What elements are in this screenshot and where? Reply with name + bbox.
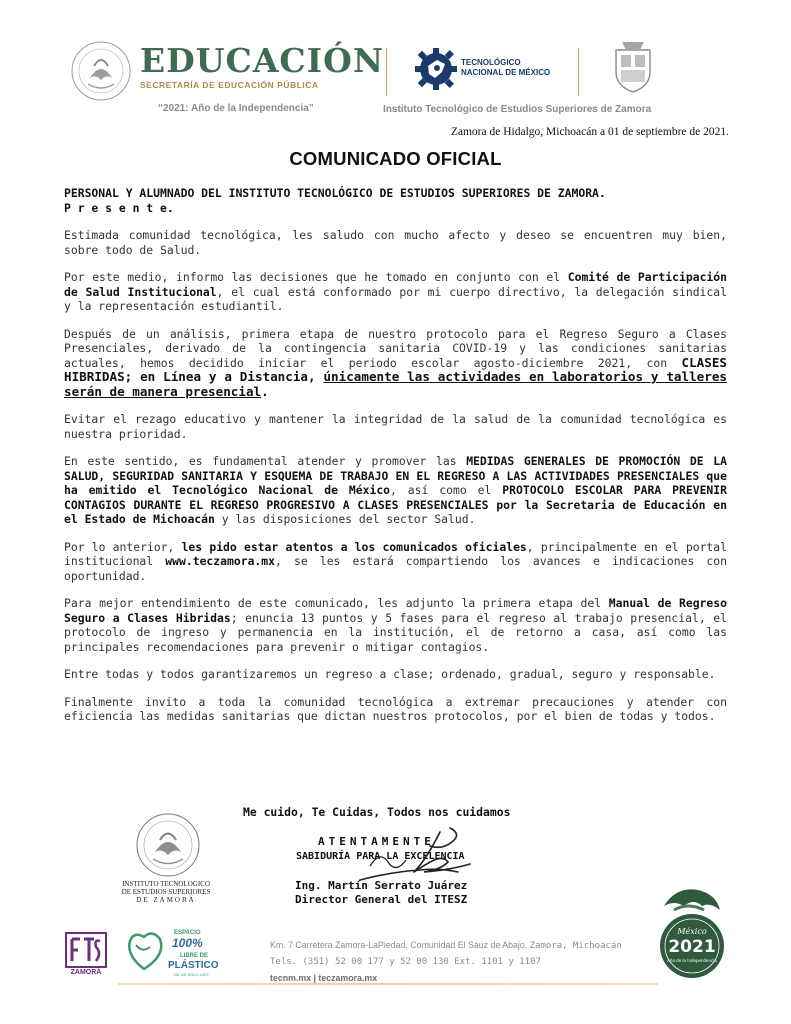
year-motto: “2021: Año de la Independencia”	[158, 103, 314, 114]
paragraph-priority: Evitar el rezago educativo y mantener la integridad de la salud de la comunidad tecnológica es nuestra prioridad.	[64, 412, 727, 441]
paragraph-manual	[64, 596, 727, 654]
bold-segment: MEDIDAS GENERALES DE PROMOCIÓN DE LA SALUD, SEGURIDAD SANITARIA Y ESQUEMA DE TRABAJO EN EL REGRESO A LAS ACTIVIDADES PRESENCIALES que ha emitido el Tecnológico Nacional de México	[64, 454, 727, 497]
footer-address	[270, 937, 622, 986]
logo-caption: ZAMORA	[70, 969, 102, 976]
institute-seal-caption	[118, 880, 214, 904]
paragraph-measures	[64, 454, 727, 527]
eco-text-2: 100%	[172, 936, 203, 950]
addressee-line: PERSONAL Y ALUMNADO DEL INSTITUTO TECNOLÓGICO DE ESTUDIOS SUPERIORES DE ZAMORA.	[64, 186, 606, 200]
badge-year: 2021	[668, 937, 716, 957]
seal-line-3: DE ZAMORA	[136, 896, 196, 904]
bold-segment: CLASES HIBRIDAS; en Línea y a Distancia	[64, 354, 727, 384]
letterhead	[0, 0, 791, 125]
text-segment: , así como el	[390, 483, 503, 497]
tecnm-line-2: NACIONAL DE MÉXICO	[461, 68, 551, 77]
sep-brand	[140, 41, 385, 90]
signer-block	[295, 879, 467, 907]
footer-divider	[118, 983, 658, 985]
michoacan-shield-icon	[610, 38, 656, 94]
institution-name: Instituto Tecnológico de Estudios Superiores de Zamora	[383, 104, 652, 115]
text-segment: , el cual está conformado por mi cuerpo directivo, la delegación sindical y la representación estudiantil.	[64, 284, 727, 313]
paragraph-hybrid-classes	[64, 327, 727, 400]
address-line	[270, 937, 622, 954]
paragraph-committee	[64, 270, 727, 314]
letter-body	[64, 186, 727, 737]
bold-segment: PROTOCOLO ESCOLAR PARA PREVENIR CONTAGIOS DURANTE EL REGRESO PROGRESIVO A CLASES PRESENCIALES por la Secretaria de Educación en el Estado de Michoacán	[64, 483, 728, 526]
text-segment: Después de un análisis, primera etapa de nuestro protocolo para el Regreso Seguro a Clases Presenciales, derivado de la contingencia sanitaria COVID-19 y las condiciones sanitarias actuales, hemos decidido iniciar el periodo escolar agosto-diciembre 2021, con	[64, 326, 727, 370]
phones: Tels. (351) 52 00 177 y 52 00 130 Ext. 1101 y 1107	[270, 957, 541, 967]
bold-segment: .	[261, 383, 269, 399]
tecnm-gear-logo-icon	[415, 42, 457, 96]
underlined-segment: únicamente las actividades en laboratorios y talleres serán de manera presencial	[64, 369, 727, 399]
mexico-2021-badge-icon	[654, 880, 730, 988]
paragraph-greeting: Estimada comunidad tecnológica, les saludo con mucho afecto y deseo se encuentren muy bien, sobre todo de Salud.	[64, 228, 727, 257]
header-divider-2	[578, 48, 579, 96]
text-segment: Por este medio, informo las decisiones que he tomado en conjunto con el	[64, 270, 568, 284]
bold-segment: ,	[308, 369, 324, 384]
seal-line-2: DE ESTUDIOS SUPERIORES	[121, 888, 211, 896]
header-divider	[386, 48, 387, 96]
address-city: Zamora, Michoacán	[529, 941, 622, 951]
eco-text-4: PLÁSTICO	[168, 960, 219, 971]
text-segment: y las disposiciones del sector Salud.	[214, 512, 476, 526]
atentamente: ATENTAMENTE	[318, 835, 435, 848]
institute-motto: SABIDURÍA PARA LA EXCELENCIA	[296, 851, 465, 862]
text-segment: Por lo anterior,	[64, 539, 182, 554]
itesz-logo-icon	[64, 931, 108, 975]
brand-subtitle: SECRETARÍA DE EDUCACIÓN PÚBLICA	[140, 80, 319, 90]
text-segment: Para mejor entendimiento de este comunicado, les adjunto la primera etapa del	[64, 596, 609, 610]
eco-text-5: DE UN SOLO USO	[174, 972, 209, 977]
text-segment: , principalmente en el portal institucional	[64, 539, 727, 568]
website-link[interactable]: www.teczamora.mx	[165, 554, 276, 568]
place-date: Zamora de Hidalgo, Michoacán a 01 de septiembre de 2021.	[450, 126, 729, 138]
eco-text-3: LIBRE DE	[180, 953, 209, 959]
paragraph-communications	[64, 540, 727, 584]
badge-motto: Año de la Independencia	[667, 958, 717, 963]
bold-segment: les pido estar atentos a los comunicados oficiales	[181, 539, 527, 554]
addressee	[64, 186, 727, 215]
badge-country: México	[677, 927, 707, 936]
bold-segment: Manual de Regreso Seguro a Clases Hibridas	[64, 596, 727, 625]
text-segment: En este sentido, es fundamental atender y promover las	[64, 454, 467, 468]
signer-name: Ing. Martín Serrato Juárez	[295, 879, 468, 892]
closing-slogan: Me cuido, Te Cuidas, Todos nos cuidamos	[243, 805, 511, 819]
signer-role: Director General del ITESZ	[295, 893, 468, 906]
bold-segment: Comité de Participación de Salud Institucional	[64, 270, 727, 299]
eco-text-1: ESPACIO	[174, 930, 201, 936]
presente-line: P r e s e n t e.	[64, 200, 174, 215]
page-title: COMUNICADO OFICIAL	[289, 148, 502, 169]
paragraph-guarantee: Entre todas y todos garantizaremos un regreso a clase; ordenado, gradual, seguro y responsable.	[64, 667, 716, 681]
seal-line-1: INSTITUTO TECNOLOGICO	[122, 880, 210, 888]
paragraph-final: Finalmente invito a toda la comunidad tecnológica a extremar precauciones y atender con eficiencia las medidas sanitarias que dictan nuestros protocolos, por el bien de todas y todos.	[64, 694, 727, 723]
address-street: Km. 7 Carretera Zamora-LaPiedad, Comunidad El Sáuz de Abajo.	[270, 940, 528, 950]
tecnm-name	[461, 58, 550, 78]
text-segment: ; enuncia 13 puntos y 5 fases para el regreso al trabajo presencial, el protocolo de ingreso y permanencia en la institución, el de retorno a casa, así como las principales recomendaciones para prevenir o mitigar contagios.	[64, 610, 727, 654]
mexico-coat-of-arms-icon	[70, 40, 132, 102]
tecnm-line-1: TECNOLÓGICO	[461, 58, 521, 67]
text-segment: , se les estará compartiendo los avances e indicaciones con oportunidad.	[64, 554, 727, 583]
footer-websites[interactable]: tecnm.mx | teczamora.mx	[270, 973, 378, 983]
brand-title: EDUCACIÓN	[140, 41, 385, 80]
institute-seal-icon	[135, 812, 201, 878]
plastic-free-logo-icon	[122, 925, 219, 980]
